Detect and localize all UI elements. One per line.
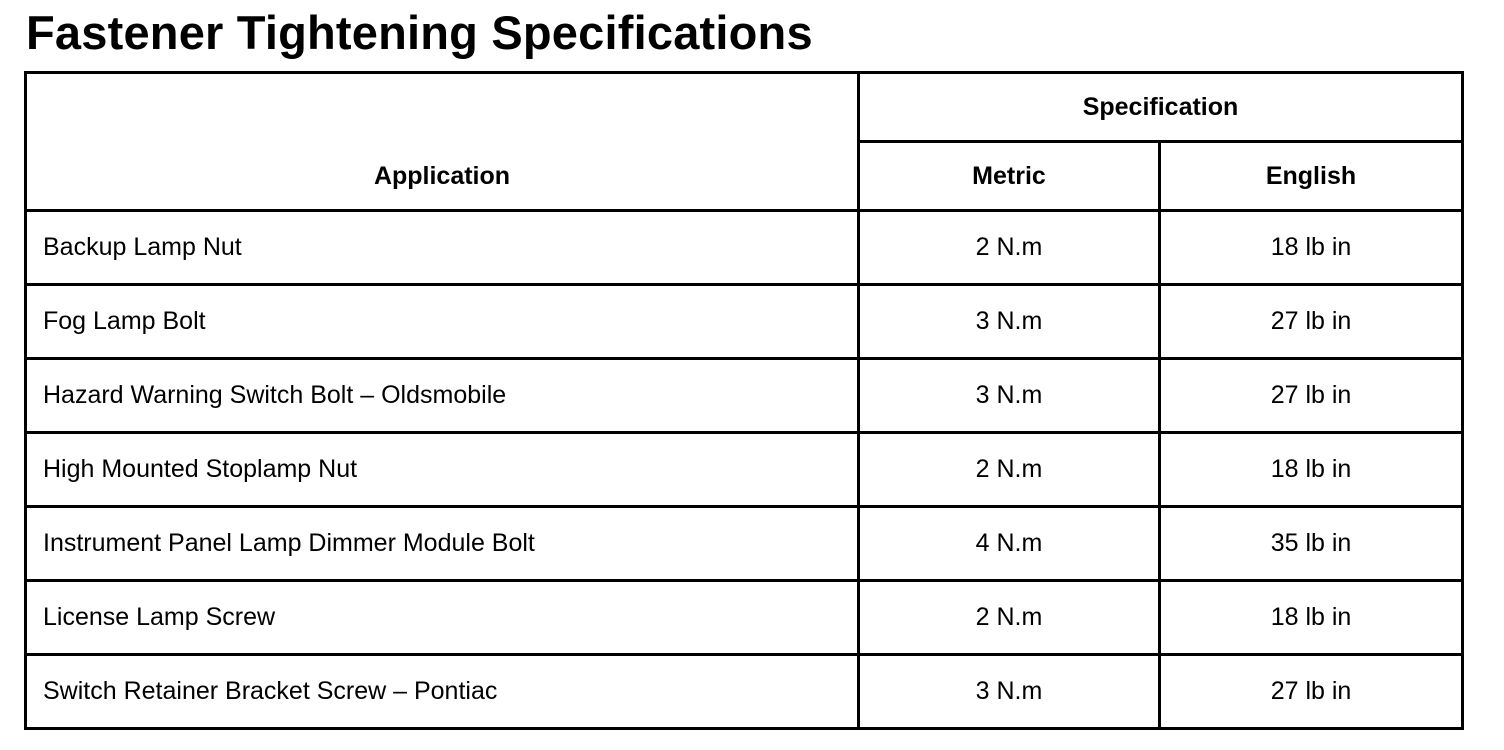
table-row xyxy=(26,581,1463,655)
table-row xyxy=(26,655,1463,729)
fastener-spec-table xyxy=(24,71,1464,730)
application-cell: High Mounted Stoplamp Nut xyxy=(26,433,859,507)
english-cell: 35 lb in xyxy=(1160,507,1463,581)
application-cell: Switch Retainer Bracket Screw – Pontiac xyxy=(26,655,859,729)
english-header: English xyxy=(1160,142,1463,211)
table-row xyxy=(26,433,1463,507)
metric-cell: 3 N.m xyxy=(859,359,1160,433)
metric-cell: 2 N.m xyxy=(859,581,1160,655)
english-cell: 27 lb in xyxy=(1160,285,1463,359)
english-cell: 18 lb in xyxy=(1160,211,1463,285)
english-cell: 27 lb in xyxy=(1160,359,1463,433)
metric-cell: 3 N.m xyxy=(859,285,1160,359)
table-row xyxy=(26,359,1463,433)
application-cell: License Lamp Screw xyxy=(26,581,859,655)
specification-header: Specification xyxy=(859,73,1463,142)
table-row xyxy=(26,507,1463,581)
table-row xyxy=(26,211,1463,285)
page-title: Fastener Tightening Specifications xyxy=(26,6,813,59)
application-cell: Fog Lamp Bolt xyxy=(26,285,859,359)
application-header: Application xyxy=(26,73,859,211)
table-row xyxy=(26,285,1463,359)
header-row xyxy=(26,73,1463,142)
metric-cell: 4 N.m xyxy=(859,507,1160,581)
metric-cell: 3 N.m xyxy=(859,655,1160,729)
english-cell: 18 lb in xyxy=(1160,433,1463,507)
metric-cell: 2 N.m xyxy=(859,433,1160,507)
application-cell: Instrument Panel Lamp Dimmer Module Bolt xyxy=(26,507,859,581)
metric-cell: 2 N.m xyxy=(859,211,1160,285)
application-cell: Hazard Warning Switch Bolt – Oldsmobile xyxy=(26,359,859,433)
english-cell: 27 lb in xyxy=(1160,655,1463,729)
metric-header: Metric xyxy=(859,142,1160,211)
english-cell: 18 lb in xyxy=(1160,581,1463,655)
application-cell: Backup Lamp Nut xyxy=(26,211,859,285)
